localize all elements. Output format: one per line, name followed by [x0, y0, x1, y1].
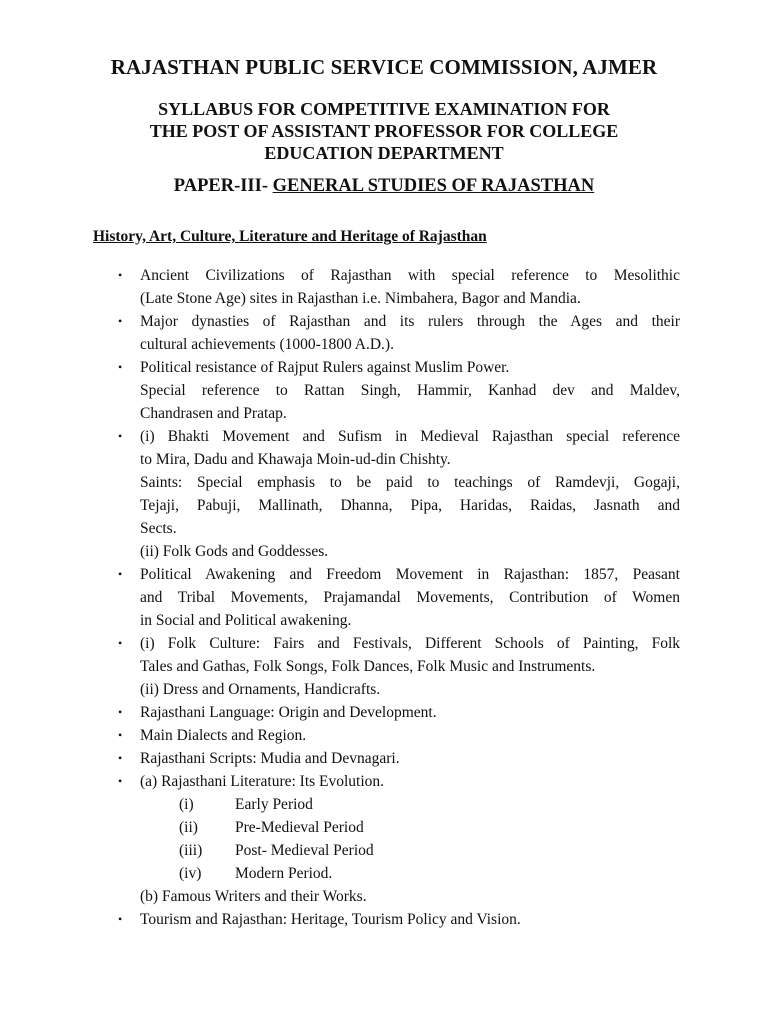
item-line: Tejaji, Pabuji, Mallinath, Dhanna, Pipa, Haridas, Raidas, Jasnath and [140, 497, 680, 514]
subtitle-line: SYLLABUS FOR COMPETITIVE EXAMINATION FOR [158, 99, 610, 119]
bullet-icon: • [118, 774, 123, 788]
item-line: Sects. [140, 520, 177, 537]
period-text: Modern Period. [235, 865, 333, 882]
bullet-icon: • [118, 360, 123, 374]
bullet-icon: • [118, 705, 123, 719]
period-number: (iii) [179, 842, 203, 859]
item-line: Major dynasties of Rajasthan and its rulers through the Ages and their [140, 313, 680, 330]
bullet-icon: • [118, 314, 123, 328]
list-item [118, 747, 680, 770]
list-item [118, 264, 680, 310]
bullet-icon: • [118, 636, 123, 650]
item-line: Political Awakening and Freedom Movement in Rajasthan: 1857, Peasant [140, 566, 680, 583]
period-item [140, 862, 680, 885]
list-item [118, 724, 680, 747]
item-line: (i) Bhakti Movement and Sufism in Medieval Rajasthan special reference [140, 428, 680, 445]
item-line: in Social and Political awakening. [140, 612, 352, 629]
paper-prefix: PAPER-III- [173, 176, 268, 196]
period-number: (i) [179, 796, 194, 813]
item-line: Rajasthani Language: Origin and Development. [140, 704, 437, 721]
subtitle-line: THE POST OF ASSISTANT PROFESSOR FOR COLLEGE [149, 121, 619, 141]
syllabus-list [118, 264, 680, 931]
item-line: Chandrasen and Pratap. [140, 405, 287, 422]
item-line: Tourism and Rajasthan: Heritage, Tourism Policy and Vision. [140, 911, 521, 928]
subtitle-line: EDUCATION DEPARTMENT [264, 143, 504, 163]
list-item [118, 908, 680, 931]
item-line: Rajasthani Scripts: Mudia and Devnagari. [140, 750, 400, 767]
list-item [118, 356, 680, 425]
period-item [140, 816, 680, 839]
item-line: Special reference to Rattan Singh, Hammir, Kanhad dev and Maldev, [140, 382, 680, 399]
item-line: Political resistance of Rajput Rulers against Muslim Power. [140, 359, 510, 376]
period-text: Pre-Medieval Period [235, 819, 364, 836]
item-line: (ii) Folk Gods and Goddesses. [140, 543, 329, 560]
literature-periods [140, 793, 680, 885]
paper-heading [0, 176, 768, 197]
bullet-icon: • [118, 429, 123, 443]
item-line: (ii) Dress and Ornaments, Handicrafts. [140, 681, 381, 698]
section-heading: History, Art, Culture, Literature and Heritage of Rajasthan [93, 228, 487, 245]
list-item [118, 770, 680, 908]
paper-title: GENERAL STUDIES OF RAJASTHAN [272, 176, 595, 196]
bullet-icon: • [118, 751, 123, 765]
item-line: Ancient Civilizations of Rajasthan with special reference to Mesolithic [140, 267, 680, 284]
syllabus-subtitle [0, 98, 768, 164]
period-item [140, 793, 680, 816]
list-item [118, 632, 680, 701]
item-line: to Mira, Dadu and Khawaja Moin-ud-din Chishty. [140, 451, 451, 468]
list-item [118, 425, 680, 563]
list-item [118, 310, 680, 356]
item-line: (i) Folk Culture: Fairs and Festivals, Different Schools of Painting, Folk [140, 635, 680, 652]
period-number: (iv) [179, 865, 202, 882]
item-line: Saints: Special emphasis to be paid to teachings of Ramdevji, Gogaji, [140, 474, 680, 491]
bullet-icon: • [118, 912, 123, 926]
period-number: (ii) [179, 819, 198, 836]
item-line: Tales and Gathas, Folk Songs, Folk Dances, Folk Music and Instruments. [140, 658, 596, 675]
period-text: Early Period [235, 796, 313, 813]
bullet-icon: • [118, 567, 123, 581]
item-line: (a) Rajasthani Literature: Its Evolution. [140, 773, 385, 790]
list-item [118, 563, 680, 632]
item-line: (Late Stone Age) sites in Rajasthan i.e. Nimbahera, Bagor and Mandia. [140, 290, 581, 307]
item-line: (b) Famous Writers and their Works. [140, 888, 367, 905]
bullet-icon: • [118, 728, 123, 742]
item-line: and Tribal Movements, Prajamandal Movements, Contribution of Women [140, 589, 680, 606]
list-item [118, 701, 680, 724]
period-item [140, 839, 680, 862]
bullet-icon: • [118, 268, 123, 282]
item-line: cultural achievements (1000-1800 A.D.). [140, 336, 394, 353]
item-line: Main Dialects and Region. [140, 727, 307, 744]
period-text: Post- Medieval Period [235, 842, 374, 859]
commission-title: RAJASTHAN PUBLIC SERVICE COMMISSION, AJMER [110, 55, 658, 79]
